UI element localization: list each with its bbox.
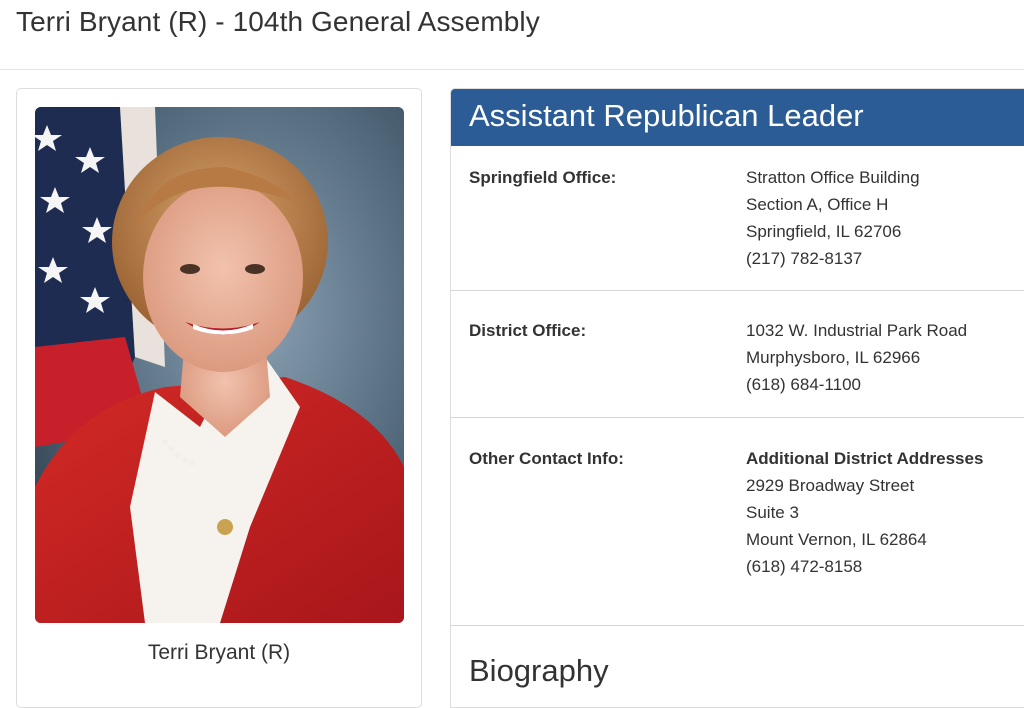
portrait-photo-icon (35, 107, 404, 623)
contact-panel (450, 88, 1024, 708)
profile-card (16, 88, 422, 708)
address-line: 1032 W. Industrial Park Road (746, 321, 968, 340)
other-contact-row (451, 418, 1024, 626)
address-line: Springfield, IL 62706 (746, 222, 902, 241)
address-line: Murphysboro, IL 62966 (746, 348, 921, 367)
address-line: Section A, Office H (746, 195, 889, 214)
page-title: Terri Bryant (R) - 104th General Assembly (16, 6, 540, 37)
photo-caption: Terri Bryant (R) (147, 641, 291, 664)
phone-number: (618) 684-1100 (746, 375, 861, 394)
address-line: 2929 Broadway Street (746, 476, 915, 495)
phone-number: (618) 472-8158 (746, 557, 863, 576)
springfield-office-row (451, 146, 1024, 291)
leadership-title: Assistant Republican Leader (451, 89, 1024, 146)
portrait-photo (35, 107, 404, 623)
biography-heading: Biography (469, 653, 609, 688)
page-header (0, 0, 1024, 70)
address-line: Suite 3 (746, 503, 799, 522)
district-office-row (451, 291, 1024, 418)
springfield-office-address (746, 164, 920, 272)
address-line: Stratton Office Building (746, 168, 920, 187)
springfield-office-label: Springfield Office: (469, 168, 617, 187)
other-contact-label: Other Contact Info: (469, 449, 624, 468)
additional-addresses-heading: Additional District Addresses (746, 449, 984, 468)
district-office-label: District Office: (469, 321, 587, 340)
address-line: Mount Vernon, IL 62864 (746, 530, 927, 549)
district-office-address (746, 317, 967, 398)
other-contact-details (746, 445, 983, 580)
phone-number: (217) 782-8137 (746, 249, 863, 268)
